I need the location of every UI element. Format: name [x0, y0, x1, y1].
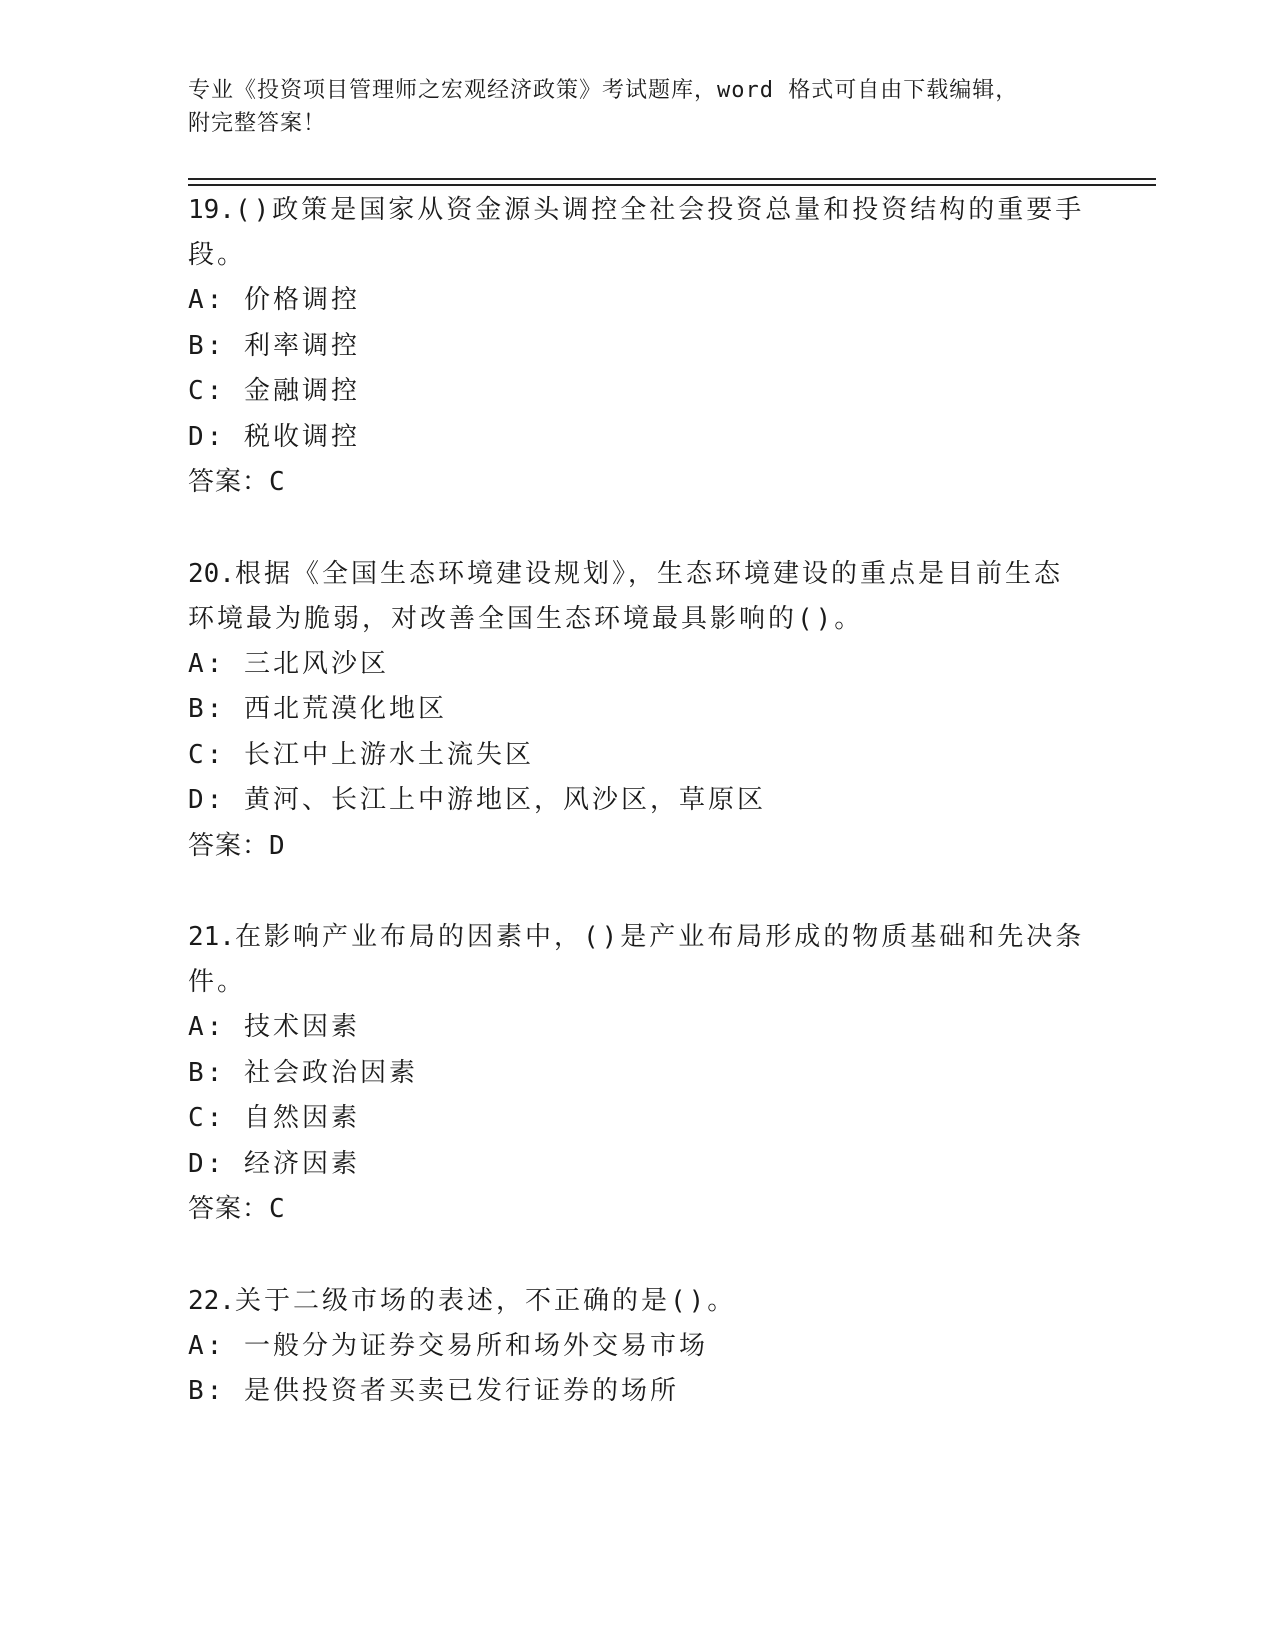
option-c: [188, 1096, 1088, 1142]
option-letter: D:: [188, 421, 226, 452]
question-text: ()政策是国家从资金源头调控全社会投资总量和投资结构的重要手段。: [188, 195, 1085, 270]
option-letter: A:: [188, 285, 226, 315]
option-letter: C:: [188, 376, 226, 406]
option-d: [188, 1142, 1088, 1188]
header-rule-bottom: [188, 184, 1156, 186]
option-a: [188, 1324, 1088, 1370]
option-a: [188, 642, 1088, 688]
option-b: [188, 1369, 1088, 1415]
answer-label: 答案：C: [188, 467, 286, 497]
option-c: [188, 733, 1088, 779]
option-text: 一般分为证券交易所和场外交易市场: [243, 1330, 708, 1361]
question-number: 20.: [188, 558, 235, 589]
option-a: [188, 278, 1088, 324]
answer-label: 答案：D: [188, 830, 286, 861]
option-b: [188, 324, 1088, 370]
option-text: 是供投资者买卖已发行证券的场所: [243, 1376, 679, 1406]
question-22: [188, 1279, 1088, 1415]
option-text: 社会政治因素: [243, 1057, 418, 1088]
question-stem: [188, 1279, 1088, 1324]
option-letter: A:: [188, 1330, 226, 1361]
option-a: [188, 1005, 1088, 1051]
option-letter: C:: [188, 739, 226, 770]
question-20: [188, 552, 1088, 870]
option-c: [188, 369, 1088, 415]
option-text: 金融调控: [243, 376, 360, 406]
option-text: 长江中上游水土流失区: [243, 739, 534, 770]
document-header: [188, 74, 1088, 140]
option-b: [188, 687, 1088, 733]
answer-label: 答案：C: [188, 1194, 286, 1224]
option-letter: B:: [188, 330, 226, 361]
header-line-2: 附完整答案！: [188, 111, 327, 136]
question-text: 在影响产业布局的因素中，()是产业布局形成的物质基础和先决条件。: [188, 922, 1085, 997]
option-text: 经济因素: [243, 1148, 360, 1179]
question-19: [188, 188, 1088, 506]
question-stem: [188, 188, 1088, 278]
option-letter: C:: [188, 1103, 226, 1133]
option-text: 三北风沙区: [243, 648, 389, 679]
option-letter: B:: [188, 1376, 226, 1406]
question-text: 关于二级市场的表述，不正确的是()。: [234, 1285, 737, 1316]
question-text: 根据《全国生态环境建设规划》，生态环境建设的重点是目前生态环境最为脆弱，对改善全国生态环境最具影响的()。: [188, 558, 1063, 634]
option-text: 价格调控: [243, 285, 360, 315]
option-letter: B:: [188, 694, 226, 724]
option-letter: B:: [188, 1057, 226, 1088]
option-letter: D:: [188, 1148, 226, 1179]
question-number: 19.: [188, 195, 235, 225]
option-d: [188, 778, 1088, 824]
option-letter: A:: [188, 1012, 226, 1042]
question-21: [188, 915, 1088, 1233]
question-number: 21.: [188, 922, 235, 952]
option-text: 自然因素: [243, 1103, 360, 1133]
question-stem: [188, 552, 1088, 642]
option-text: 利率调控: [243, 330, 360, 361]
header-line-1: 专业《投资项目管理师之宏观经济政策》考试题库，word 格式可自由下载编辑，: [188, 78, 1019, 103]
question-stem: [188, 915, 1088, 1005]
option-text: 税收调控: [243, 421, 360, 452]
header-rule-top: [188, 178, 1156, 180]
option-b: [188, 1051, 1088, 1097]
question-number: 22.: [188, 1285, 235, 1316]
option-text: 技术因素: [243, 1012, 360, 1042]
option-text: 西北荒漠化地区: [243, 694, 447, 724]
option-letter: A:: [188, 648, 226, 679]
option-letter: D:: [188, 785, 226, 815]
question-list: [188, 188, 1088, 1461]
option-text: 黄河、长江上中游地区，风沙区，草原区: [243, 785, 766, 815]
option-d: [188, 415, 1088, 461]
